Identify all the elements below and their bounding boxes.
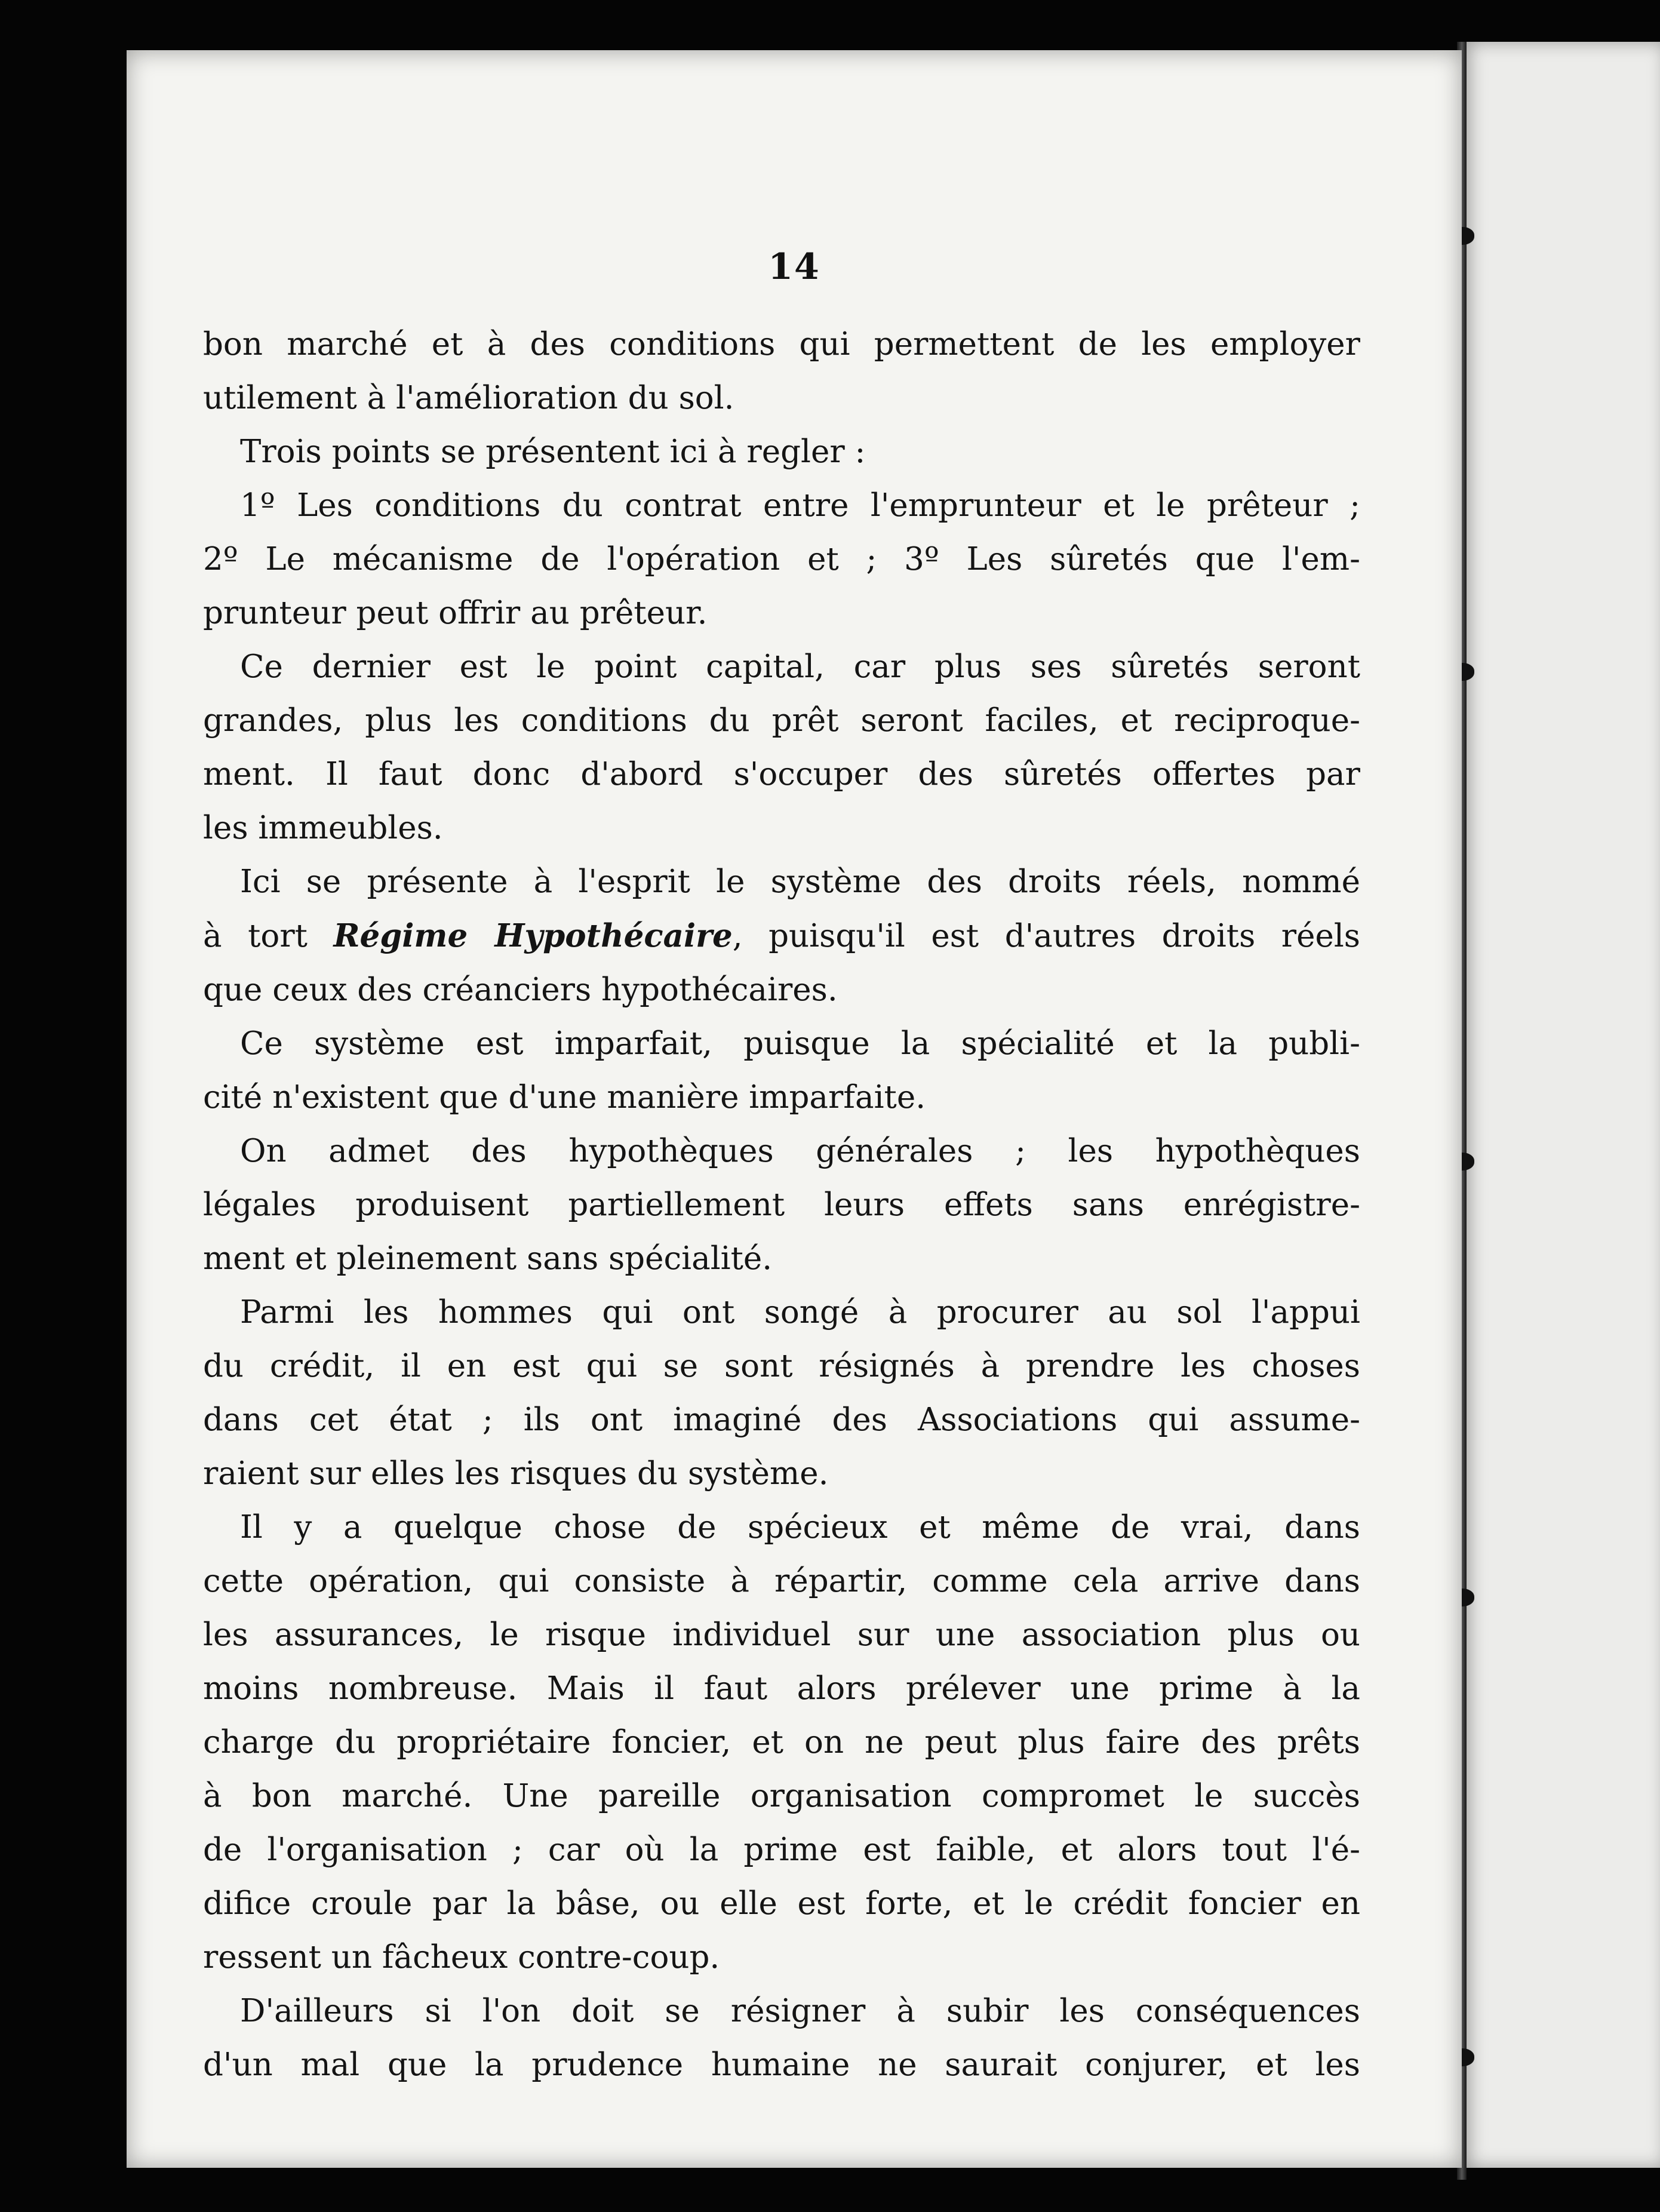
- text-line: 2º Le mécanisme de l'opération et ; 3º Les sûretés que l'em-: [203, 541, 1360, 577]
- text-line: [203, 909, 1360, 963]
- paragraph: [203, 1017, 1360, 1125]
- paragraph: [203, 425, 1360, 479]
- text-line: prunteur peut offrir au prêteur.: [203, 595, 708, 631]
- text-line: moins nombreuse. Mais il faut alors prélever une prime à la: [203, 1670, 1360, 1707]
- text-line: Ce dernier est le point capital, car plus ses sûretés seront: [240, 649, 1360, 685]
- text-line: à bon marché. Une pareille organisation compromet le succès: [203, 1778, 1360, 1814]
- text-line: Trois points se présentent ici à regler :: [240, 434, 866, 470]
- text-line: bon marché et à des conditions qui permettent de les employer: [203, 326, 1360, 362]
- text-line: les immeubles.: [203, 810, 443, 846]
- paragraph: [203, 640, 1360, 855]
- book-page: [127, 50, 1462, 2168]
- text-line: 1º Les conditions du contrat entre l'emprunteur et le prêteur ;: [240, 487, 1360, 524]
- text-line: D'ailleurs si l'on doit se résigner à subir les conséquences: [240, 1993, 1360, 2029]
- text-line: Il y a quelque chose de spécieux et même de vrai, dans: [240, 1509, 1360, 1546]
- text-line: raient sur elles les risques du système.: [203, 1455, 829, 1492]
- text-line: Ce système est imparfait, puisque la spécialité et la publi-: [240, 1025, 1360, 1062]
- page-body: [203, 318, 1360, 2092]
- text-line: Parmi les hommes qui ont songé à procurer au sol l'appui: [240, 1294, 1360, 1331]
- paragraph: [203, 855, 1360, 1017]
- paragraph: [203, 318, 1360, 425]
- paragraph: [203, 1501, 1360, 1984]
- text-line: ment. Il faut donc d'abord s'occuper des sûretés offertes par: [203, 756, 1360, 792]
- text-line: du crédit, il en est qui se sont résignés à prendre les choses: [203, 1348, 1360, 1384]
- text-line: Ici se présente à l'esprit le système des droits réels, nommé: [240, 864, 1360, 900]
- paragraph: [203, 479, 1360, 640]
- text-segment: à tort: [203, 918, 334, 954]
- text-line: difice croule par la bâse, ou elle est forte, et le crédit foncier en: [203, 1885, 1360, 1922]
- paragraph: [203, 1286, 1360, 1501]
- text-line: cité n'existent que d'une manière imparfaite.: [203, 1079, 926, 1116]
- paragraph: [203, 1125, 1360, 1286]
- paragraph: [203, 1984, 1360, 2092]
- text-line: les assurances, le risque individuel sur une association plus ou: [203, 1617, 1360, 1653]
- text-line: charge du propriétaire foncier, et on ne peut plus faire des prêts: [203, 1724, 1360, 1761]
- page-number: 14: [768, 246, 820, 288]
- text-line: dans cet état ; ils ont imaginé des Associations qui assume-: [203, 1402, 1360, 1438]
- text-line: de l'organisation ; car où la prime est faible, et alors tout l'é-: [203, 1832, 1360, 1868]
- text-line: grandes, plus les conditions du prêt seront faciles, et reciproque-: [203, 702, 1360, 739]
- facing-page: [1464, 42, 1660, 2168]
- text-line: ressent un fâcheux contre-coup.: [203, 1939, 720, 1976]
- text-line: cette opération, qui consiste à répartir, comme cela arrive dans: [203, 1563, 1360, 1599]
- emphasized-term: Régime Hypothécaire: [333, 917, 733, 954]
- text-segment: , puisqu'il est d'autres droits réels: [732, 918, 1361, 954]
- text-line: d'un mal que la prudence humaine ne saurait conjurer, et les: [203, 2047, 1360, 2083]
- text-line: On admet des hypothèques générales ; les hypothèques: [240, 1133, 1360, 1169]
- text-line: ment et pleinement sans spécialité.: [203, 1240, 773, 1277]
- text-line: légales produisent partiellement leurs effets sans enrégistre-: [203, 1187, 1360, 1223]
- text-line: utilement à l'amélioration du sol.: [203, 380, 734, 416]
- text-line: que ceux des créanciers hypothécaires.: [203, 972, 838, 1008]
